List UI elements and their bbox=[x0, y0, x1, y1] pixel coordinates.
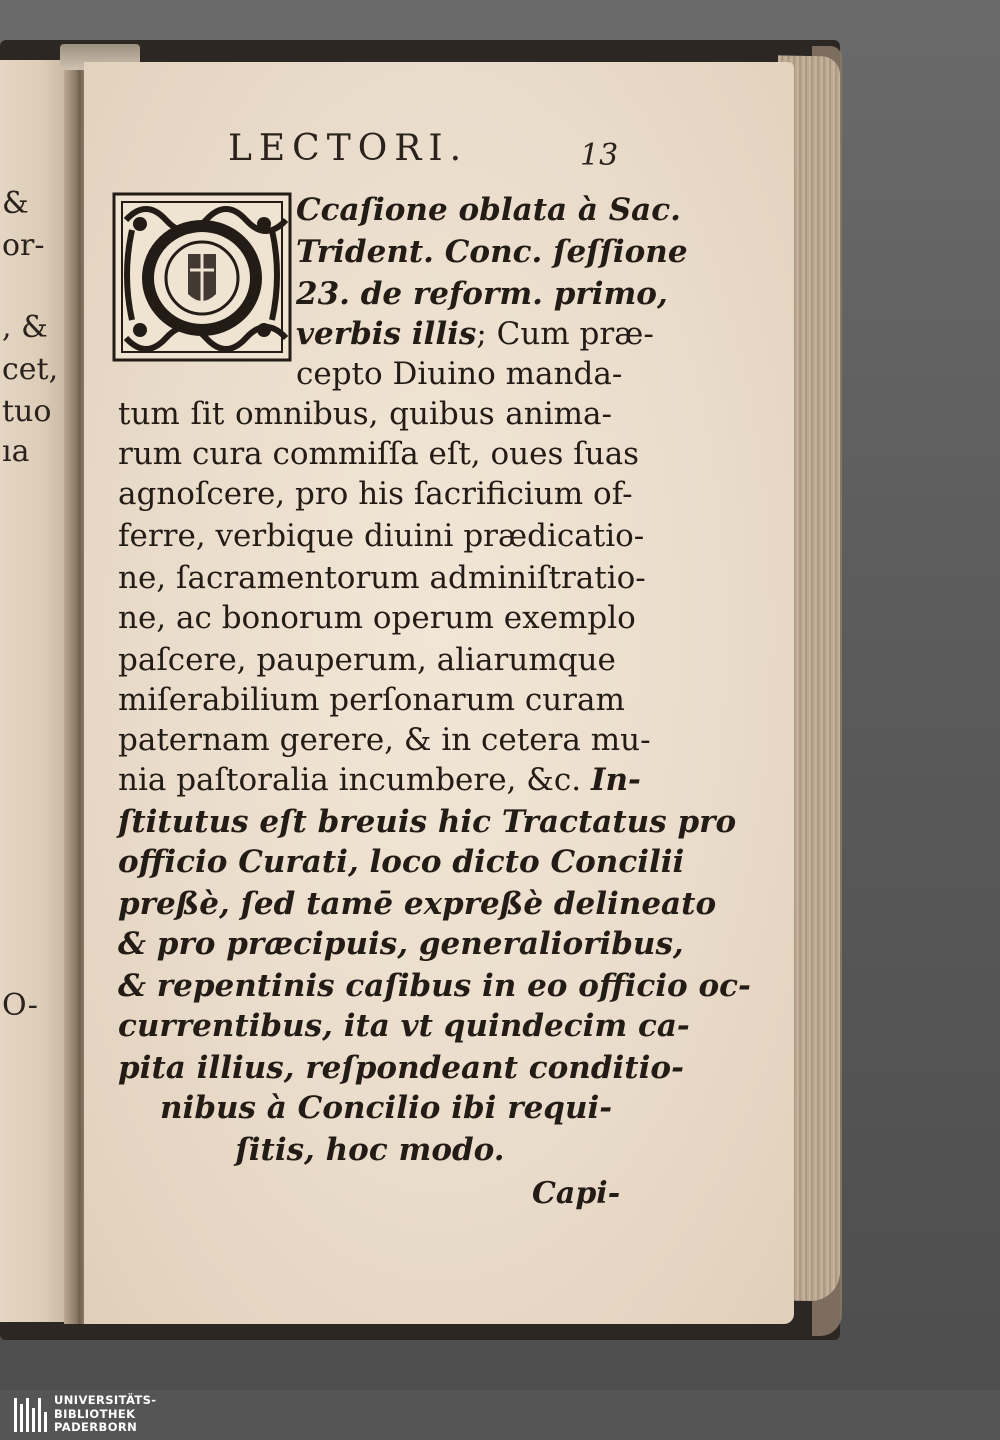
text-line: preßè, ſed tamē expreßè delineato bbox=[118, 886, 717, 922]
text-line: ne, ſacramentorum adminiſtratio- bbox=[118, 560, 646, 596]
text-line: 23. de reform. primo, bbox=[296, 276, 668, 312]
text-line: miſerabilium perſonarum curam bbox=[118, 682, 625, 718]
footer-bar bbox=[0, 1390, 1000, 1440]
library-name-line: UNIVERSITÄTS- bbox=[54, 1393, 157, 1407]
left-page-fragment: , & bbox=[2, 310, 48, 345]
left-page-fragment: ıa bbox=[2, 434, 30, 469]
text-line: & pro præcipuis, generalioribus, bbox=[118, 926, 684, 962]
ornament-initial-icon bbox=[110, 190, 294, 364]
left-page-fragment: O- bbox=[2, 988, 38, 1023]
library-name-line: BIBLIOTHEK bbox=[54, 1406, 136, 1421]
text-line: officio Curati, loco dicto Concilii bbox=[118, 844, 685, 880]
text-line: ſtitutus eſt breuis hic Tractatus pro bbox=[118, 804, 737, 840]
text-line: currentibus, ita vt quindecim ca- bbox=[118, 1008, 690, 1044]
text-line: ne, ac bonorum operum exemplo bbox=[118, 600, 636, 636]
page-number: 13 bbox=[580, 138, 619, 173]
left-page-fragment: or- bbox=[2, 228, 45, 263]
text-line: pita illius, reſpondeant conditio- bbox=[118, 1050, 684, 1086]
text-line: verbis illis; Cum præ- bbox=[296, 316, 654, 352]
text-line: & repentinis caſibus in eo officio oc- bbox=[118, 968, 751, 1004]
text-line: paſcere, pauperum, aliarumque bbox=[118, 642, 616, 678]
text-line: paternam gerere, & in cetera mu- bbox=[118, 722, 651, 758]
left-page-fragment: cet, bbox=[2, 352, 59, 387]
library-name bbox=[54, 1394, 156, 1435]
text-line: Ccaſione oblata à Sac. bbox=[296, 192, 681, 228]
running-head: LECTORI. bbox=[228, 128, 469, 169]
text-line: ſitis, hoc modo. bbox=[235, 1132, 505, 1168]
text-line: tum ſit omnibus, quibus anima- bbox=[118, 396, 612, 432]
library-name-line: PADERBORN bbox=[54, 1420, 138, 1434]
decorated-initial bbox=[110, 190, 294, 364]
catchword: Capi- bbox=[532, 1176, 621, 1211]
text-line: cepto Diuino manda- bbox=[296, 356, 623, 392]
text-line: nibus à Concilio ibi requi- bbox=[160, 1090, 613, 1126]
text-line: ferre, verbique diuini prædicatio- bbox=[118, 518, 645, 554]
text-line: rum cura commiſſa eſt, oues ſuas bbox=[118, 436, 640, 472]
left-page-fragment: & bbox=[2, 186, 29, 221]
left-page bbox=[0, 60, 70, 1322]
text-line: Trident. Conc. ſeſſione bbox=[296, 234, 688, 270]
left-page-fragment: tuo bbox=[2, 394, 52, 429]
library-logo-icon bbox=[14, 1396, 50, 1434]
text-line: nia paſtoralia incumbere, &c. In- bbox=[118, 762, 641, 798]
text-line: agnoſcere, pro his ſacrificium of- bbox=[118, 476, 633, 512]
